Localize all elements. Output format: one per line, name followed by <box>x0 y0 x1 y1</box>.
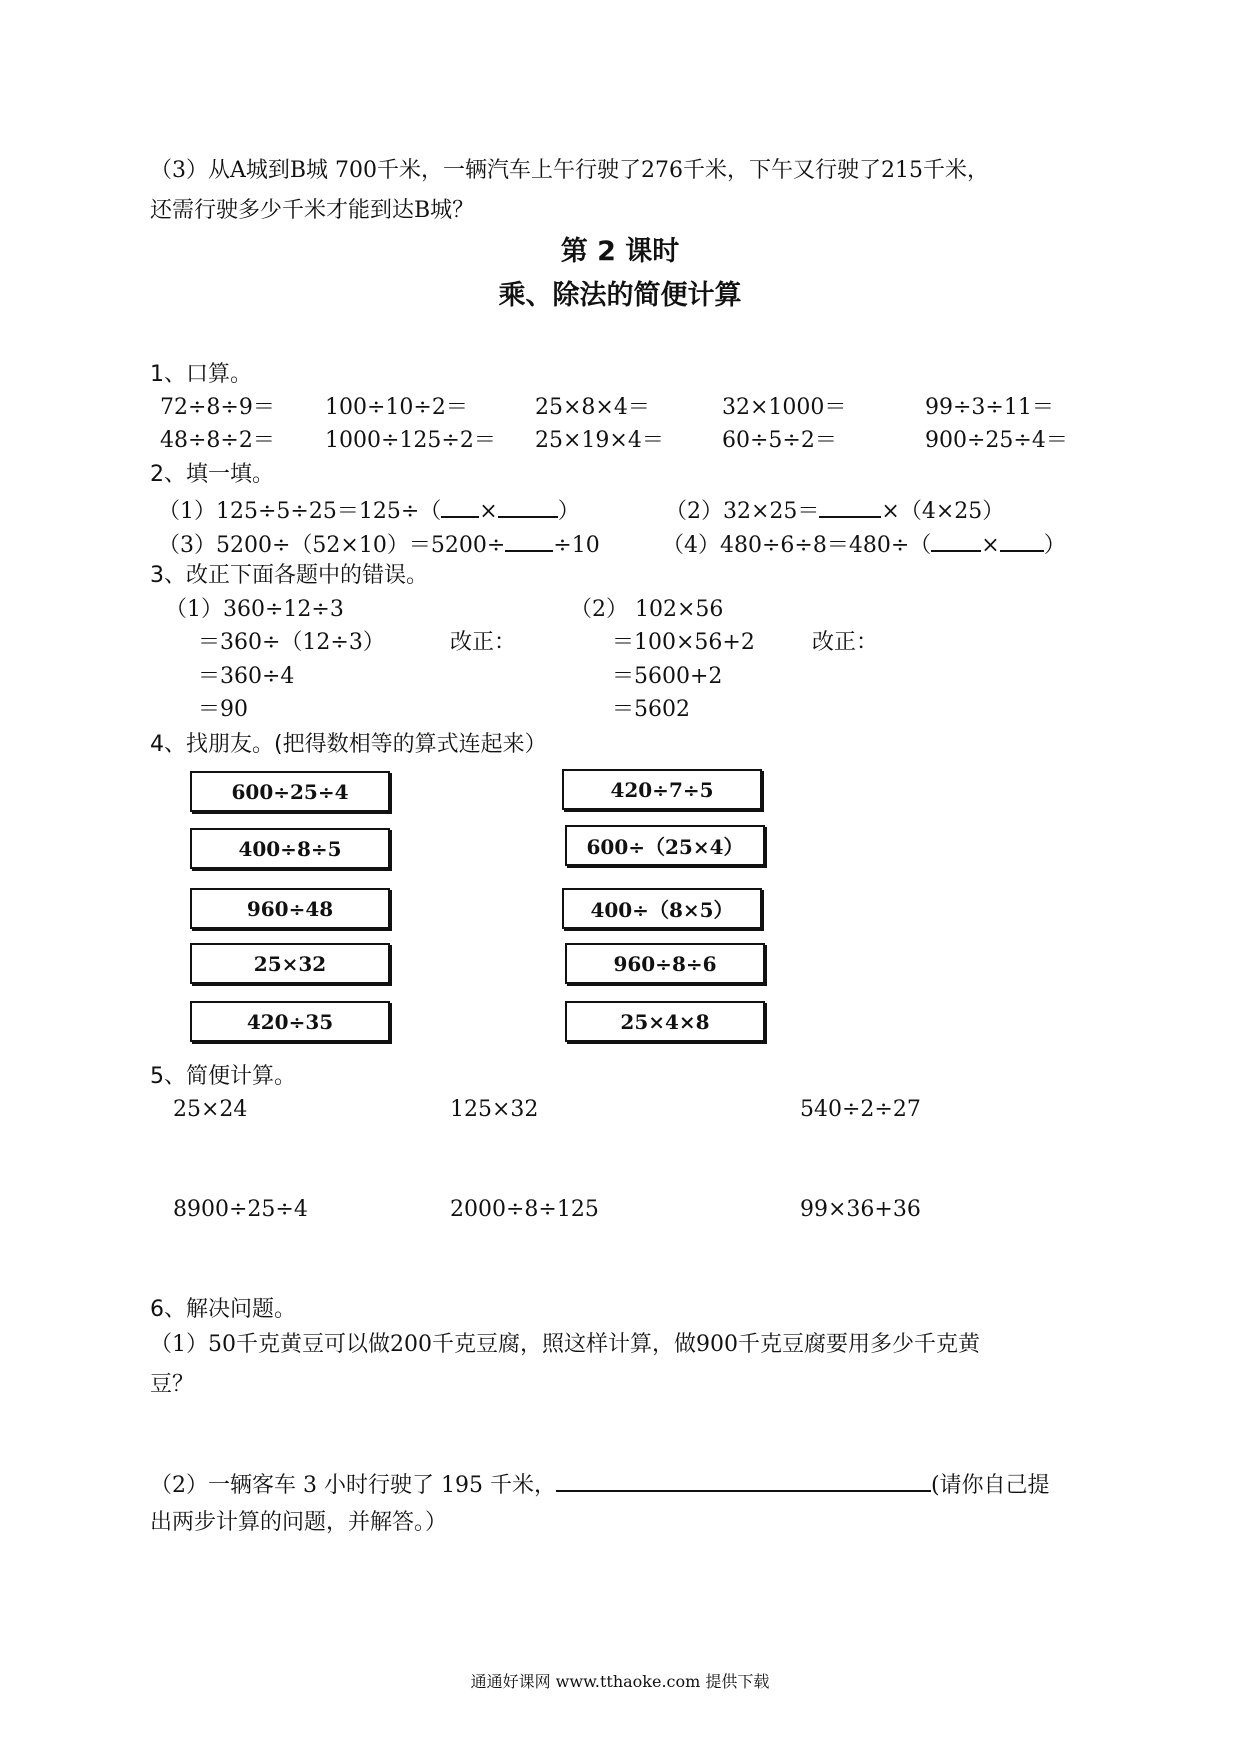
question-blank[interactable] <box>556 1470 931 1492</box>
q3-fix-label-left: 改正： <box>450 630 517 655</box>
q2-item-4-operator: × <box>981 533 1000 558</box>
q1-heading: 1、口算。 <box>150 362 252 387</box>
answer-blank[interactable] <box>819 496 881 518</box>
q3-left-line: ＝360÷4 <box>198 664 295 689</box>
q5-expression: 99×36+36 <box>800 1197 921 1222</box>
match-box-left[interactable]: 25×32 <box>190 943 390 984</box>
intro-problem-line2: 还需行驶多少千米才能到达B城？ <box>150 198 475 223</box>
q2-item-1-operator: × <box>479 499 498 524</box>
q2-item-4-close: ） <box>1043 533 1066 558</box>
lesson-title: 第 2 课时 <box>560 236 680 267</box>
q5-expression: 8900÷25÷4 <box>173 1197 308 1222</box>
q5-expression: 540÷2÷27 <box>800 1097 921 1122</box>
q1-row2-item: 60÷5÷2＝ <box>722 428 837 453</box>
q1-row1-item: 100÷10÷2＝ <box>325 395 468 420</box>
match-box-left[interactable]: 960÷48 <box>190 888 390 929</box>
answer-blank[interactable] <box>498 496 558 518</box>
q2-item-3 <box>158 530 600 559</box>
lesson-subtitle: 乘、除法的简便计算 <box>498 280 742 311</box>
q1-row2-item: 1000÷125÷2＝ <box>325 428 496 453</box>
match-box-right[interactable]: 400÷（8×5） <box>562 888 762 929</box>
q2-item-3-text: （3）5200÷（52×10）＝5200÷ <box>158 533 506 558</box>
q1-row2-item: 25×19×4＝ <box>535 428 664 453</box>
q2-item-3-tail: ÷10 <box>553 533 600 558</box>
q3-heading: 3、改正下面各题中的错误。 <box>150 563 428 588</box>
q6-problem-2-text: （2）一辆客车 3 小时行驶了 195 千米， <box>150 1473 556 1498</box>
q6-problem-1-line1: （1）50千克黄豆可以做200千克豆腐，照这样计算，做900千克豆腐要用多少千克黄 <box>150 1332 980 1357</box>
q3-left-line: ＝360÷（12÷3） <box>198 630 385 655</box>
q6-heading: 6、解决问题。 <box>150 1297 296 1322</box>
q5-heading: 5、简便计算。 <box>150 1064 296 1089</box>
match-box-right[interactable]: 25×4×8 <box>565 1001 765 1042</box>
match-box-right[interactable]: 420÷7÷5 <box>562 769 762 810</box>
q3-left-line: ＝90 <box>198 697 248 722</box>
q2-item-2 <box>665 496 1004 525</box>
q3-right-line: ＝5600+2 <box>612 664 723 689</box>
q1-row2-item: 48÷8÷2＝ <box>160 428 275 453</box>
q2-heading: 2、填一填。 <box>150 462 274 487</box>
q5-expression: 125×32 <box>450 1097 539 1122</box>
match-box-right[interactable]: 960÷8÷6 <box>565 943 765 984</box>
q1-row1-item: 99÷3÷11＝ <box>925 395 1054 420</box>
q3-right-line: （2） 102×56 <box>570 597 724 622</box>
q3-fix-label-right: 改正： <box>812 630 879 655</box>
q2-item-4 <box>662 530 1066 559</box>
match-box-left[interactable]: 400÷8÷5 <box>190 828 390 869</box>
intro-problem-line1: （3）从A城到B城 700千米，一辆汽车上午行驶了276千米，下午又行驶了215千米， <box>150 158 990 183</box>
q2-item-1-text: （1）125÷5÷25＝125÷（ <box>158 499 442 524</box>
q6-problem-2-tail: (请你自己提 <box>930 1473 1050 1498</box>
q5-expression: 2000÷8÷125 <box>450 1197 599 1222</box>
q2-item-2-tail: ×（4×25） <box>881 499 1005 524</box>
q3-right-line: ＝5602 <box>612 697 690 722</box>
q6-problem-2-line2: 出两步计算的问题，并解答。） <box>150 1510 448 1535</box>
q5-expression: 25×24 <box>173 1097 248 1122</box>
answer-blank[interactable] <box>931 530 981 552</box>
answer-blank[interactable] <box>441 496 479 518</box>
q3-left-line: （1）360÷12÷3 <box>165 597 344 622</box>
q1-row1-item: 32×1000＝ <box>722 395 847 420</box>
match-box-left[interactable]: 600÷25÷4 <box>190 771 390 812</box>
q6-problem-1-line2: 豆？ <box>150 1372 195 1397</box>
answer-blank[interactable] <box>505 530 553 552</box>
q1-row2-item: 900÷25÷4＝ <box>925 428 1068 453</box>
match-box-right[interactable]: 600÷（25×4） <box>565 825 765 866</box>
q2-item-1-close: ） <box>557 499 580 524</box>
page-footer: 通通好课网 www.tthaoke.com 提供下载 <box>470 1672 770 1691</box>
q3-right-line: ＝100×56+2 <box>612 630 755 655</box>
q6-problem-2-line1 <box>150 1470 1050 1499</box>
q2-item-1 <box>158 496 580 525</box>
q2-item-4-text: （4）480÷6÷8＝480÷（ <box>662 533 932 558</box>
q2-item-2-text: （2）32×25＝ <box>665 499 820 524</box>
q4-heading: 4、找朋友。(把得数相等的算式连起来） <box>150 732 547 757</box>
q1-row1-item: 25×8×4＝ <box>535 395 650 420</box>
q1-row1-item: 72÷8÷9＝ <box>160 395 275 420</box>
match-box-left[interactable]: 420÷35 <box>190 1001 390 1042</box>
answer-blank[interactable] <box>1000 530 1044 552</box>
